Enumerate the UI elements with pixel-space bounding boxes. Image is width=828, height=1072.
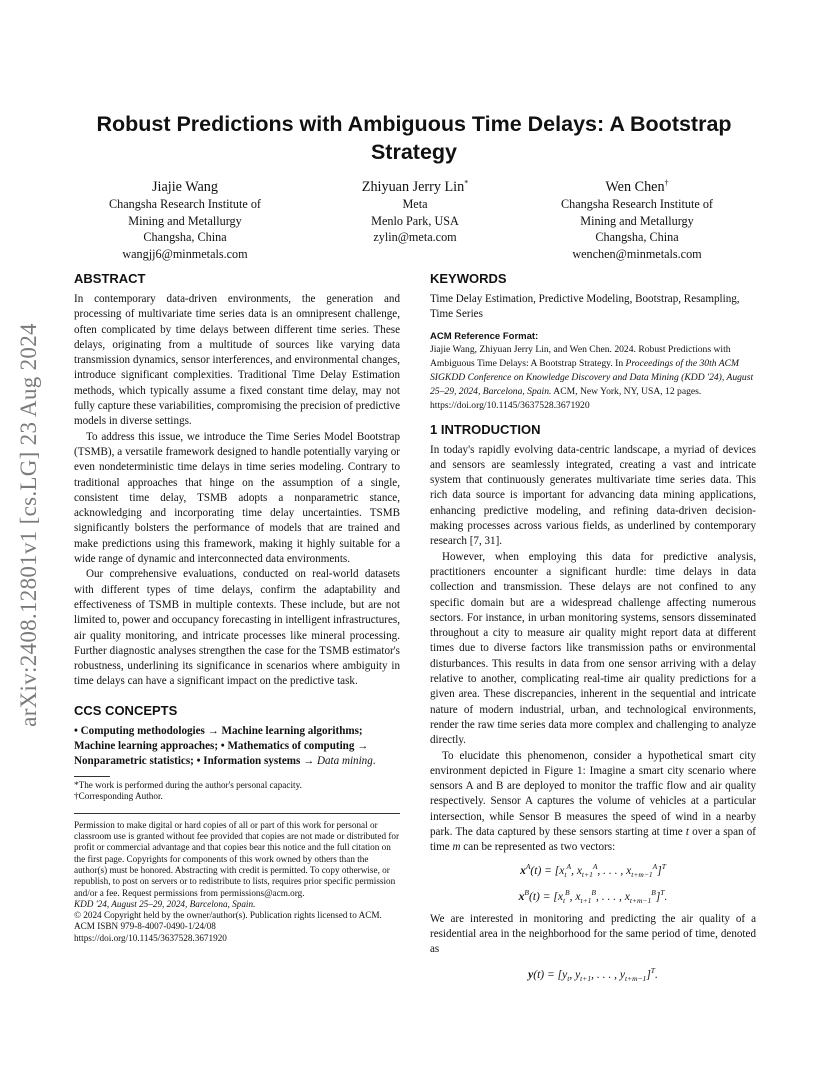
acm-ref-text	[430, 343, 756, 413]
footnote: *The work is performed during the author's personal capacity.	[74, 779, 302, 790]
author-email: zylin@meta.com	[373, 230, 457, 244]
paper-title: Robust Predictions with Ambiguous Time Delays: A Bootstrap Strategy	[96, 112, 732, 164]
ccs-concept: • Computing methodologies → Machine learning algorithms; Machine learning approaches;	[74, 724, 363, 753]
acm-ref-heading: ACM Reference Format:	[430, 330, 539, 342]
equation-xa: $x^A(t) = [x_t^A$, $x_{t+1}^A$, . . . , $x_{t+m-1}^A]^T$	[520, 861, 666, 879]
author-block	[320, 178, 510, 246]
ccs-end: .	[372, 755, 376, 768]
intro-paragraph: However, when employing this data for predictive analysis, practitioners encounter a significant hurdle: time delays in data collection and transmission. These delays are not confined to any specific domain but are a widespread challenge affecting numerous sectors. For instance, in urban monitoring systems, sensors disseminated throughout a city to measure air quality might report data at different times due to diverse factors like transmission paths or environmental disturbances. This results in data from one sensor arriving with a delay relative to another, complicating real-time air quality predictions for a given area. These discrepancies, inherent in the sequential and intricate nature of modern industrial, urban, and technological environments, render the raw time series data more complex and challenging to analyze directly.	[430, 550, 756, 747]
abstract-paragraph: To address this issue, we introduce the Time Series Model Bootstrap (TSMB), a versatile framework designed to handle potentially varying or even nondeterministic time delays in time series modeling. Contrary to traditional approaches that hinge on the assumption of a single, consistent time delay, TSMB adopts a nonparametric stance, acknowledging and incorporating time delay uncertainties. TSMB significantly bolsters the performance of models that are trained and make predictions using this framework, making it highly suitable for a wide range of dynamic and interconnected data environments.	[74, 430, 400, 566]
author-mark: †	[664, 178, 669, 188]
author-email: wangjj6@minmetals.com	[122, 246, 248, 261]
acm-ref-venue: Proceedings of the 30th ACM SIGKDD Conference on Knowledge Discovery and Data Mining (KDD '24), August 25–29, 2024, Barcelona, Spain.	[430, 357, 754, 397]
intro-paragraph: To elucidate this phenomenon, consider a hypothetical smart city environment depicted in Figure 1: Imagine a smart city scenario where sensors A and B are deployed to monitor the traffic flow and air quality respectively. Sensor A captures the volume of vehicles at a particular intersection, while Sensor B measures the speed of wind in a nearby park. The data captured by these sensors starting at time t over a span of time m can be represented as two vectors:	[430, 749, 757, 854]
footnote: †Corresponding Author.	[74, 791, 163, 802]
author-block	[90, 178, 280, 262]
ccs-concepts	[74, 724, 400, 770]
author-affiliation: Meta	[402, 197, 428, 211]
venue-line: KDD '24, August 25–29, 2024, Barcelona, Spain.	[74, 898, 256, 909]
author-name: Wen Chen	[605, 179, 665, 195]
author-affiliation: Mining and Metallurgy	[580, 213, 694, 228]
author-mark: *	[464, 178, 469, 188]
author-city: Changsha, China	[143, 230, 227, 244]
permission-text: Permission to make digital or hard copies of all or part of this work for personal or classroom use is granted without fee provided that copies are not made or distributed for profit or commercial advantage and that copies bear this notice and the full citation on the first page. Copyrights for components of this work owned by others than the author(s) must be honored. Abstracting with credit is permitted. To copy otherwise, or republish, to post on servers or to redistribute to lists, requires prior specific permission and/or a fee. Request permissions from permissions@acm.org.	[74, 819, 400, 898]
section-heading-introduction: 1 INTRODUCTION	[430, 421, 541, 437]
right-column	[430, 271, 756, 988]
ccs-concept: • Information systems →	[193, 755, 315, 768]
author-city: Changsha, China	[595, 230, 679, 244]
author-affiliation: Changsha Research Institute of	[561, 197, 713, 211]
arxiv-stamp: arXiv:2408.12801v1 [cs.LG] 23 Aug 2024	[16, 323, 41, 727]
copyright-line: © 2024 Copyright held by the owner/author(s). Publication rights licensed to ACM.	[74, 910, 382, 921]
permission-block	[74, 813, 400, 944]
equation-xb: $x^B(t) = [x_t^B$, $x_{t+1}^B$, . . . , $x_{t+m-1}^B]^T$.	[518, 887, 668, 905]
footnote-rule	[74, 776, 110, 777]
author-affiliation: Mining and Metallurgy	[128, 213, 242, 228]
intro-paragraph: In today's rapidly evolving data-centric landscape, a myriad of devices and sensors are seamlessly integrated, creating a vast and intricate system that continuously generates multivariate time series data. This rich data source is important for advancing data mining applications, enhancing predictive modeling, and refining data-driven decision-making processes across various fields, as underlined by contemporary research [7, 31].	[430, 443, 756, 548]
author-name: Jiajie Wang	[152, 179, 218, 195]
ccs-heading: CCS CONCEPTS	[74, 702, 178, 718]
abstract-heading: ABSTRACT	[74, 271, 146, 286]
intro-paragraph: We are interested in monitoring and predicting the air quality of a residential area in the neighborhood for the same period of time, denoted as	[430, 912, 756, 956]
doi-link[interactable]: https://doi.org/10.1145/3637528.3671920	[74, 932, 227, 943]
equation-y: $y(t) = [y_t$, $y_{t+1}$, . . . , $y_{t+m-1}]^T$.	[528, 965, 658, 983]
ccs-concept: Data mining	[314, 755, 373, 768]
abstract-paragraph: In contemporary data-driven environments, the generation and processing of multivariate time series data is an omnipresent challenge, often complicated by time delays between different time series. These delays, originating from a multitude of sources like varying data transmission dynamics, sensor interferences, and environmental changes, introduce significant complexities. Traditional Time Delay Estimation methods, which typically assume a fixed constant time delay, may not fully capture these variabilities, compromising the precision of predictive models in diverse settings.	[74, 293, 400, 428]
abstract-paragraph: Our comprehensive evaluations, conducted on real-world datasets with different types of time delays, confirm the adaptability and effectiveness of TSMB in multiple contexts. These include, but are not limited to, power and occupancy forecasting in intelligent infrastructures, air quality monitoring, and intricate processes like mineral processing. Further diagnostic analyses strengthen the case for the TSMB estimator's robustness, underlining its significance in scenarios where ambiguity in time delays can have a significant impact on the predictive task.	[74, 568, 400, 688]
acm-ref-citation: Jiajie Wang, Zhiyuan Jerry Lin, and Wen Chen. 2024. Robust Predictions with Ambiguous Time Delays: A Bootstrap Strategy. In	[430, 343, 731, 369]
isbn-line: ACM ISBN 979-8-4007-0490-1/24/08	[74, 921, 216, 932]
acm-ref-doi: ACM, New York, NY, USA, 12 pages. https://doi.org/10.1145/3637528.3671920	[430, 385, 702, 411]
author-city: Menlo Park, USA	[371, 213, 459, 228]
left-column	[74, 271, 400, 944]
keywords-heading: KEYWORDS	[430, 271, 507, 286]
author-block	[542, 178, 732, 262]
author-name: Zhiyuan Jerry Lin	[361, 179, 465, 195]
ccs-concept: • Mathematics of computing → Nonparametric statistics;	[74, 740, 369, 768]
author-affiliation: Changsha Research Institute of	[109, 197, 261, 211]
author-email: wenchen@minmetals.com	[572, 246, 702, 261]
keywords-text: Time Delay Estimation, Predictive Modeling, Bootstrap, Resampling, Time Series	[430, 293, 740, 321]
